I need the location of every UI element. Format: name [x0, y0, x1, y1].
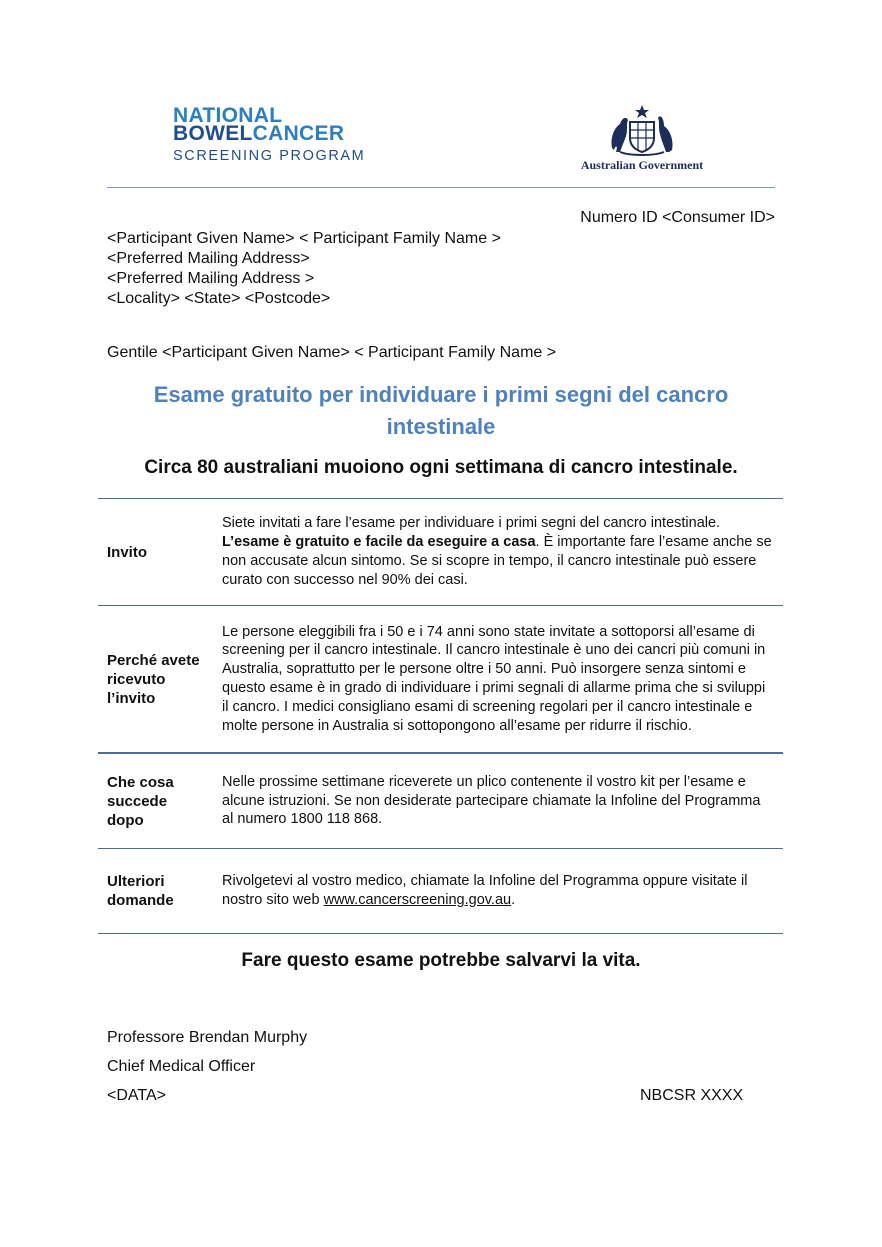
logo-cancer-word: CANCER [252, 122, 345, 145]
row-label-line: Che cosa [107, 773, 174, 791]
consumer-id: Numero ID <Consumer ID> [580, 209, 775, 226]
address-block [107, 229, 501, 309]
logo-national-text: NATIONAL [173, 104, 283, 127]
closing-statement: Fare questo esame potrebbe salvarvi la vita. [241, 950, 641, 971]
row-text [222, 872, 773, 910]
header-divider [107, 187, 775, 188]
program-logo [173, 104, 373, 165]
row-label-line: Invito [107, 543, 147, 561]
row-label-line: succede [107, 792, 168, 810]
address-line: <Preferred Mailing Address > [107, 270, 315, 287]
reference-code: NBCSR XXXX [640, 1087, 744, 1104]
logo-bowel-cancer-text [173, 122, 373, 145]
letter-date: <DATA> [107, 1087, 166, 1104]
row-text-part: . È importante fare l’esame anche se non accusate alcun sintomo. Se si scopre in tempo, il cancro intestinale può essere curato con successo nel 90% dei casi. [222, 534, 772, 588]
row-label [98, 651, 222, 708]
address-line: <Preferred Mailing Address> [107, 250, 310, 267]
letter-title-line: Esame gratuito per individuare i primi segni del cancro [153, 382, 729, 407]
letter-title [100, 379, 782, 443]
row-label-line: Ulteriori [107, 873, 165, 890]
signatory-role: Chief Medical Officer [107, 1058, 256, 1075]
row-text [222, 514, 773, 589]
logo-bowel-word: BOWEL [173, 122, 253, 145]
table-row [98, 498, 783, 605]
table-row [98, 605, 783, 752]
row-text: Le persone eleggibili fra i 50 e i 74 anni sono state invitate a sottoporsi all’esame di screening per il cancro intestinale. Il cancro intestinale è uno dei cancri più comuni in Australia, soprattutto per le persone oltre i 50 anni. Può insorgere senza sintomi e questo esame è in grado di individuare i primi segnali di allarme prima che si sviluppi il cancro. I medici consigliano esami di screening regolari per il cancro intestinale e molte persone in Australia si sottopongono all’esame per ridurre il rischio. [222, 623, 766, 734]
row-label-line: l’invito [107, 689, 156, 707]
row-label-line: dopo [107, 811, 144, 829]
info-table [98, 498, 783, 934]
row-text-part: . [511, 892, 516, 908]
logo-program-text: SCREENING PROGRAM [173, 148, 366, 164]
website-link[interactable]: www.cancerscreening.gov.au [323, 892, 512, 908]
address-line: <Participant Given Name> < Participant Family Name > [107, 230, 501, 247]
table-row [98, 848, 783, 934]
government-logo [574, 104, 710, 173]
coat-of-arms-icon [606, 104, 678, 156]
row-label-line: ricevuto [107, 670, 166, 688]
row-text-part: Rivolgetevi al vostro medico, chiamate la Infoline del Programma oppure visitate il nostro sito web [222, 873, 748, 908]
address-line: <Locality> <State> <Postcode> [107, 290, 331, 307]
row-text: Nelle prossime settimane riceverete un plico contenente il vostro kit per l’esame e alcune istruzioni. Se non desiderate partecipare chiamate la Infoline del Programma al numero 1800 118 868. [222, 773, 761, 828]
signatory-name: Professore Brendan Murphy [107, 1029, 308, 1046]
government-logo-text: Australian Government [580, 158, 704, 172]
row-label-line: Perché avete [107, 651, 200, 669]
row-text-part: Siete invitati a fare l’esame per individuare i primi segni del cancro intestinale. [222, 515, 721, 532]
row-label [98, 773, 222, 830]
table-row [98, 752, 783, 848]
salutation: Gentile <Participant Given Name> < Participant Family Name > [107, 344, 557, 361]
row-text-bold: L’esame è gratuito e facile da eseguire a casa [222, 534, 536, 551]
letter-title-line: intestinale [386, 414, 496, 439]
row-label [98, 543, 222, 562]
letter-subtitle: Circa 80 australiani muoiono ogni settimana di cancro intestinale. [144, 457, 738, 478]
row-label [98, 872, 222, 910]
row-label-line: domande [107, 892, 174, 909]
